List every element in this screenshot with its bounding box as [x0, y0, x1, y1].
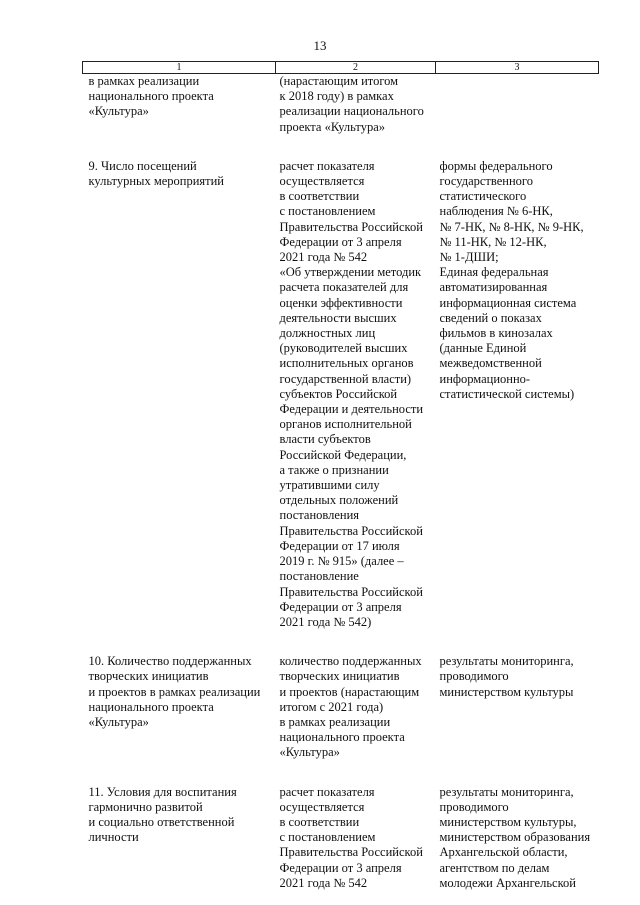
row-spacer [83, 630, 599, 654]
column-header-1: 1 [83, 62, 276, 74]
indicator-table [82, 61, 599, 891]
indicator-name-cell: 9. Число посещений культурных мероприятий [88, 158, 224, 189]
indicator-name-cell: в рамках реализации национального проекта «Культура» [88, 74, 214, 119]
row-spacer [83, 761, 599, 785]
table-row [83, 785, 599, 891]
indicator-name-cell: 11. Условия для воспитания гармонично развитой и социально ответственной личности [88, 784, 237, 845]
data-source-cell: формы федерального государственного статистического наблюдения № 6-НК, № 7-НК, № 8-НК, № 9-НК, № 11-НК, № 12-НК, № 1-ДШИ; Единая федеральная автоматизированная информационная система сведений о показах фильмов в кинозалах (данные Единой межведомственной информационно- статистической системы) [439, 158, 584, 401]
indicator-name-cell: 10. Количество поддержанных творческих инициатив и проектов в рамках реализации национального проекта «Культура» [88, 654, 261, 729]
data-source-cell [436, 74, 599, 135]
row-spacer [83, 135, 599, 159]
table-row [83, 159, 599, 630]
calculation-method-cell: количество поддержанных творческих инициатив и проектов (нарастающим итогом с 2021 года) в рамках реализации национального проекта «Культура» [279, 654, 422, 760]
calculation-method-cell: расчет показателя осуществляется в соответствии с постановлением Правительства Российской Федерации от 3 апреля 2021 года № 542 [279, 784, 423, 890]
data-source-cell: результаты мониторинга, проводимого министерством культуры [439, 654, 574, 699]
table-row [83, 654, 599, 760]
calculation-method-cell: расчет показателя осуществляется в соответствии с постановлением Правительства Российской Федерации от 3 апреля 2021 года № 542 «Об утверждении методик расчета показателей для оценки эффективности деятельности высших должностных лиц (руководителей высших исполнительных органов государственной власти) субъектов Российской Федерации и деятельности органов исполнительной власти субъектов Российской Федерации, а также о признании утратившими силу отдельных положений постановления Правительства Российской Федерации от 17 июля 2019 г. № 915» (далее – постановление Правительства Российской Федерации от 3 апреля 2021 года № 542) [279, 158, 424, 629]
data-source-cell: результаты мониторинга, проводимого министерством культуры, министерством образования Архангельской области, агентством по делам молодежи Архангельской [439, 784, 591, 890]
column-header-3: 3 [436, 62, 599, 74]
table-row [83, 74, 599, 135]
table-header [83, 62, 599, 74]
column-header-2: 2 [276, 62, 436, 74]
page-number: 13 [313, 38, 327, 53]
calculation-method-cell: (нарастающим итогом к 2018 году) в рамках реализации национального проекта «Культура» [279, 74, 424, 134]
